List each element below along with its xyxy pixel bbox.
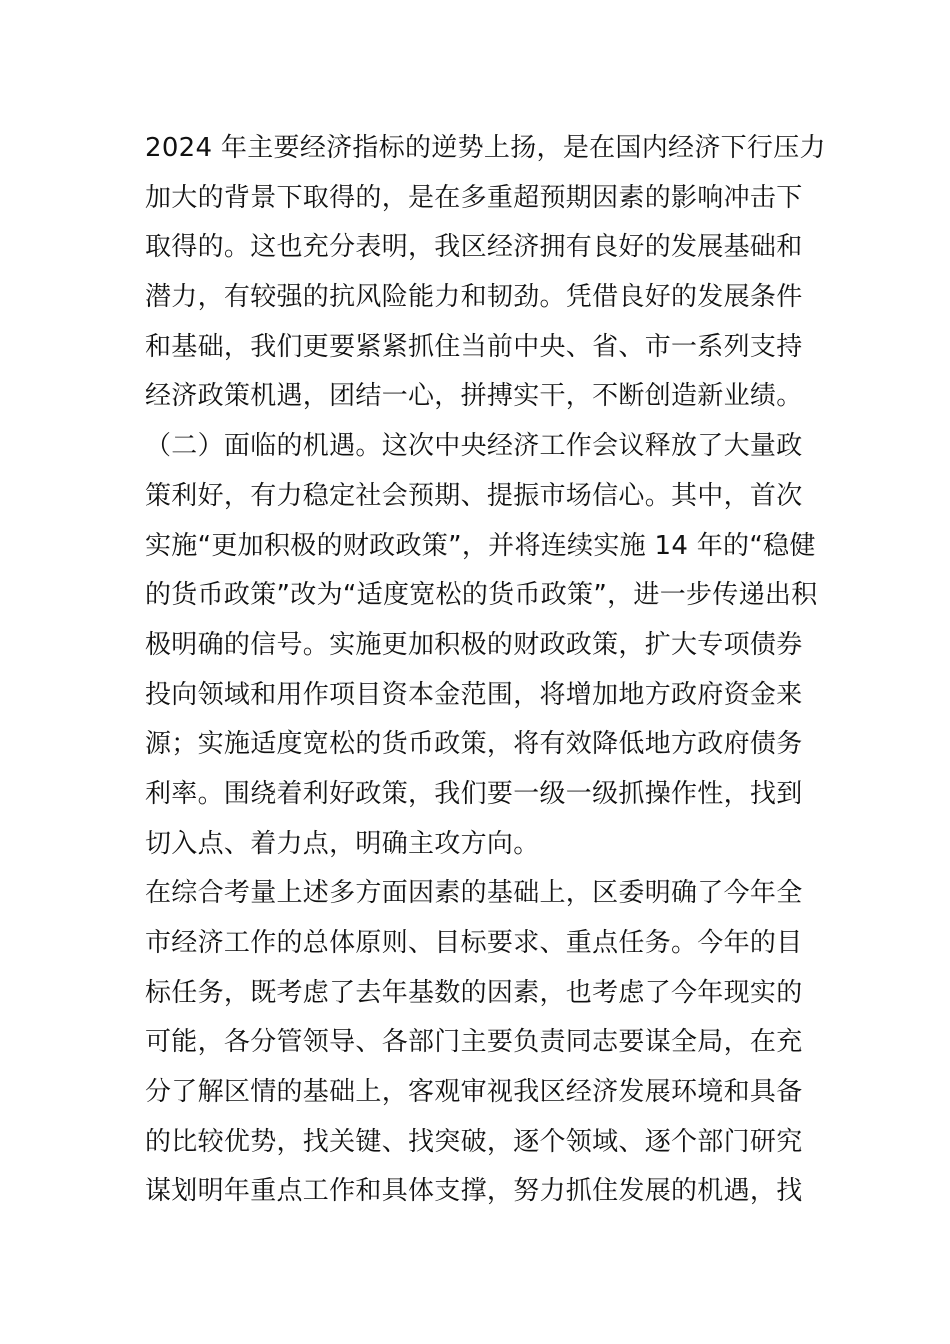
text-line: 2024 年主要经济指标的逆势上扬，是在国内经济下行压力: [145, 133, 826, 163]
text-line: 分了解区情的基础上，客观审视我区经济发展环境和具备: [145, 1077, 803, 1108]
text-line: 谋划明年重点工作和具体支撑，努力抓住发展的机遇，找: [145, 1176, 803, 1207]
text-line: 取得的。这也充分表明，我区经济拥有良好的发展基础和: [145, 232, 803, 263]
text-line: 在综合考量上述多方面因素的基础上，区委明确了今年全: [145, 878, 803, 909]
text-line: 极明确的信号。实施更加积极的财政政策，扩大专项债券: [145, 629, 803, 660]
text-line: 加大的背景下取得的，是在多重超预期因素的影响冲击下: [145, 182, 803, 213]
text-line: 实施“更加积极的财政政策”，并将连续实施 14 年的“稳健: [145, 530, 816, 561]
text-line: 市经济工作的总体原则、目标要求、重点任务。今年的目: [145, 928, 803, 958]
text-line: 经济政策机遇，团结一心，拼搏实干，不断创造新业绩。: [145, 381, 803, 412]
text-line: 策利好，有力稳定社会预期、提振市场信心。其中，首次: [145, 480, 803, 511]
text-line: 切入点、着力点，明确主攻方向。: [145, 828, 540, 859]
body-text: [145, 124, 826, 1217]
text-line: 的货币政策”改为“适度宽松的货币政策”，进一步传递出积: [145, 580, 818, 611]
section-heading-line: （二）面临的机遇。这次中央经济工作会议释放了大量政: [145, 431, 803, 462]
text-line: 的比较优势，找关键、找突破，逐个领域、逐个部门研究: [145, 1126, 803, 1157]
text-line: 潜力，有较强的抗风险能力和韧劲。凭借良好的发展条件: [145, 282, 803, 313]
text-line: 和基础，我们更要紧紧抓住当前中央、省、市一系列支持: [145, 331, 803, 362]
text-line: 可能，各分管领导、各部门主要负责同志要谋全局，在充: [145, 1027, 803, 1058]
text-line: 投向领域和用作项目资本金范围，将增加地方政府资金来: [145, 679, 803, 710]
text-line: 源；实施适度宽松的货币政策，将有效降低地方政府债务: [145, 729, 803, 760]
text-line: 标任务，既考虑了去年基数的因素，也考虑了今年现实的: [145, 977, 803, 1008]
text-line: 利率。围绕着利好政策，我们要一级一级抓操作性，找到: [145, 778, 803, 809]
